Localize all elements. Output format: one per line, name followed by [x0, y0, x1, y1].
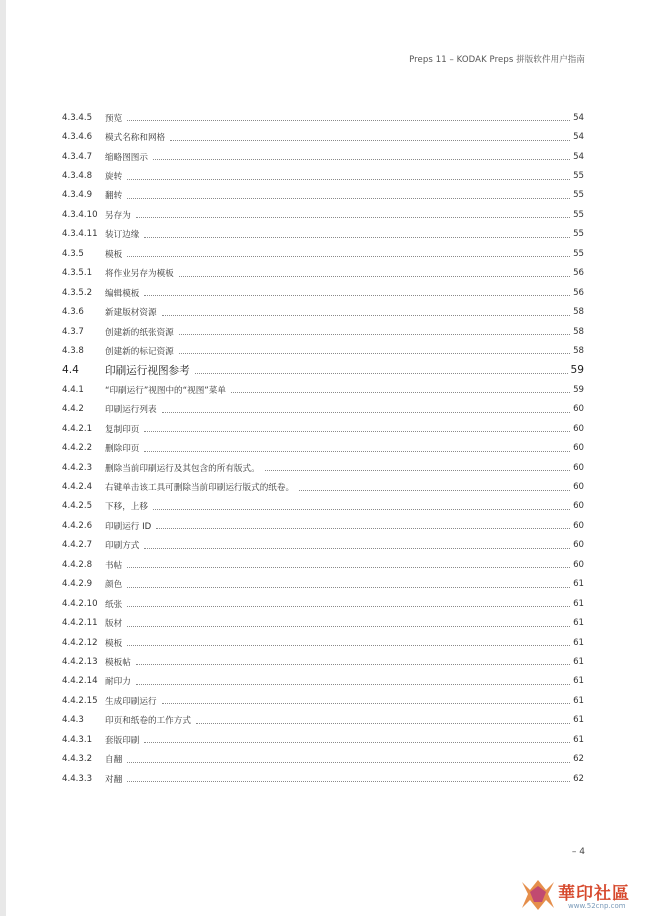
running-header: Preps 11 – KODAK Preps 拼版软件用户指南 — [409, 55, 585, 65]
toc-entry-title: 印刷运行视图参考 — [105, 364, 190, 377]
toc-entry[interactable] — [62, 711, 584, 730]
toc-entry-title: 模板 — [105, 249, 123, 260]
toc-entry-title: 套版印刷 — [105, 735, 140, 746]
toc-entry-page: 60 — [573, 423, 584, 434]
toc-entry-page: 55 — [573, 229, 584, 240]
toc-entry-number: 4.4.2 — [62, 404, 84, 415]
toc-entry-number: 4.3.5 — [62, 248, 84, 259]
toc-entry-page: 59 — [570, 364, 584, 377]
toc-entry[interactable] — [62, 264, 584, 283]
toc-entry-number: 4.4.2.4 — [62, 482, 93, 493]
toc-entry[interactable] — [62, 419, 584, 438]
toc-dot-leader — [144, 451, 570, 452]
toc-entry-page: 62 — [573, 754, 584, 765]
table-of-contents — [62, 108, 584, 788]
toc-entry-page: 62 — [573, 773, 584, 784]
toc-entry[interactable] — [62, 225, 584, 244]
toc-entry-title: 旋转 — [105, 172, 123, 183]
toc-dot-leader — [127, 762, 570, 763]
toc-entry-page: 54 — [573, 151, 584, 162]
toc-entry-number: 4.3.4.5 — [62, 112, 93, 123]
toc-dot-leader — [153, 159, 570, 160]
toc-entry-page: 61 — [573, 695, 584, 706]
toc-entry-title: 模式名称和网格 — [105, 133, 166, 144]
toc-entry[interactable] — [62, 361, 584, 380]
toc-entry-page: 61 — [573, 656, 584, 667]
toc-entry-page: 58 — [573, 345, 584, 356]
toc-entry-number: 4.3.5.2 — [62, 287, 93, 298]
toc-dot-leader — [299, 490, 570, 491]
toc-dot-leader — [136, 684, 570, 685]
toc-entry-page: 61 — [573, 579, 584, 590]
toc-dot-leader — [144, 431, 570, 432]
toc-entry-title: 预览 — [105, 113, 123, 124]
toc-entry-page: 56 — [573, 287, 584, 298]
toc-entry[interactable] — [62, 652, 584, 671]
toc-dot-leader — [195, 373, 568, 374]
toc-entry-number: 4.4.2.14 — [62, 676, 98, 687]
toc-entry[interactable] — [62, 205, 584, 224]
toc-entry-number: 4.4.2.13 — [62, 656, 98, 667]
toc-entry-number: 4.3.8 — [62, 345, 84, 356]
toc-entry-page: 54 — [573, 112, 584, 123]
toc-entry[interactable] — [62, 283, 584, 302]
toc-entry[interactable] — [62, 555, 584, 574]
toc-dot-leader — [127, 626, 570, 627]
toc-dot-leader — [127, 198, 570, 199]
toc-entry[interactable] — [62, 380, 584, 399]
toc-entry-title: 下移，上移 — [105, 502, 148, 513]
toc-entry[interactable] — [62, 438, 584, 457]
toc-dot-leader — [144, 742, 570, 743]
toc-entry[interactable] — [62, 672, 584, 691]
toc-entry-page: 60 — [573, 404, 584, 415]
watermark-logo-icon — [518, 876, 558, 914]
toc-entry-title: 创建新的标记资源 — [105, 346, 174, 357]
page-number: – 4 — [571, 847, 585, 857]
toc-entry[interactable] — [62, 730, 584, 749]
toc-entry-page: 60 — [573, 482, 584, 493]
toc-dot-leader — [153, 509, 570, 510]
toc-entry-title: 缩略图图示 — [105, 152, 148, 163]
toc-dot-leader — [127, 567, 570, 568]
toc-entry-number: 4.3.4.6 — [62, 132, 93, 143]
toc-dot-leader — [127, 120, 570, 121]
toc-entry[interactable] — [62, 302, 584, 321]
toc-entry-number: 4.4.2.6 — [62, 520, 93, 531]
toc-entry[interactable] — [62, 536, 584, 555]
toc-entry[interactable] — [62, 477, 584, 496]
toc-dot-leader — [162, 703, 570, 704]
toc-entry-page: 55 — [573, 190, 584, 201]
watermark-url: www.52cnp.com — [568, 902, 626, 910]
toc-entry-title: 编辑模板 — [105, 288, 140, 299]
toc-entry-number: 4.4.2.12 — [62, 637, 98, 648]
toc-entry-number: 4.3.5.1 — [62, 268, 93, 279]
toc-entry-page: 59 — [573, 384, 584, 395]
toc-entry-title: 书帖 — [105, 560, 123, 571]
toc-entry[interactable] — [62, 341, 584, 360]
toc-entry[interactable] — [62, 166, 584, 185]
toc-entry[interactable] — [62, 633, 584, 652]
toc-entry-number: 4.4.2.11 — [62, 618, 98, 629]
toc-entry[interactable] — [62, 691, 584, 710]
toc-entry[interactable] — [62, 613, 584, 632]
toc-dot-leader — [196, 723, 570, 724]
toc-entry[interactable] — [62, 497, 584, 516]
toc-entry[interactable] — [62, 108, 584, 127]
toc-entry[interactable] — [62, 244, 584, 263]
toc-entry-page: 56 — [573, 268, 584, 279]
toc-entry-page: 55 — [573, 171, 584, 182]
toc-entry-number: 4.3.4.10 — [62, 209, 98, 220]
toc-entry-title: 印刷方式 — [105, 541, 140, 552]
toc-entry-number: 4.4.2.10 — [62, 598, 98, 609]
toc-entry-title: 将作业另存为模板 — [105, 269, 174, 280]
toc-dot-leader — [162, 412, 570, 413]
toc-dot-leader — [136, 664, 570, 665]
toc-entry-number: 4.4.3.2 — [62, 754, 93, 765]
toc-entry[interactable] — [62, 749, 584, 768]
toc-entry-title: 生成印刷运行 — [105, 696, 157, 707]
toc-entry-page: 60 — [573, 559, 584, 570]
toc-entry-number: 4.4.2.15 — [62, 695, 98, 706]
watermark — [514, 876, 642, 914]
toc-entry-number: 4.3.4.8 — [62, 171, 93, 182]
toc-dot-leader — [127, 587, 570, 588]
toc-entry-title: 颜色 — [105, 580, 123, 591]
toc-entry-number: 4.4.3 — [62, 715, 84, 726]
toc-entry-number: 4.3.6 — [62, 307, 84, 318]
toc-entry-page: 61 — [573, 637, 584, 648]
toc-entry[interactable] — [62, 458, 584, 477]
toc-entry-page: 60 — [573, 501, 584, 512]
toc-entry[interactable] — [62, 147, 584, 166]
toc-entry-number: 4.4.2.3 — [62, 462, 93, 473]
toc-entry[interactable] — [62, 769, 584, 788]
toc-entry-number: 4.3.4.9 — [62, 190, 93, 201]
page-edge — [0, 0, 6, 916]
toc-entry-title: 纸张 — [105, 599, 123, 610]
toc-dot-leader — [156, 528, 570, 529]
toc-entry-page: 54 — [573, 132, 584, 143]
toc-entry-number: 4.4.2.1 — [62, 423, 93, 434]
toc-entry[interactable] — [62, 594, 584, 613]
toc-entry-title: 新建版材资源 — [105, 308, 157, 319]
toc-dot-leader — [136, 217, 570, 218]
toc-dot-leader — [170, 140, 570, 141]
toc-entry[interactable] — [62, 516, 584, 535]
toc-entry-page: 61 — [573, 618, 584, 629]
toc-dot-leader — [144, 295, 570, 296]
toc-entry-title: 删除当前印刷运行及其包含的所有版式。 — [105, 463, 260, 474]
toc-dot-leader — [127, 645, 570, 646]
toc-entry-title: 翻转 — [105, 191, 123, 202]
toc-dot-leader — [231, 392, 570, 393]
toc-entry-title: 右键单击该工具可删除当前印刷运行版式的纸卷。 — [105, 483, 295, 494]
toc-entry-title: “印刷运行”视图中的“视图”菜单 — [105, 385, 226, 396]
toc-entry-title: 创建新的纸张资源 — [105, 327, 174, 338]
toc-entry-number: 4.3.4.11 — [62, 229, 98, 240]
toc-entry-title: 另存为 — [105, 210, 131, 221]
toc-entry[interactable] — [62, 186, 584, 205]
toc-entry-title: 模板 — [105, 638, 123, 649]
toc-entry-title: 删除印页 — [105, 444, 140, 455]
toc-dot-leader — [179, 334, 570, 335]
toc-entry-number: 4.4 — [62, 364, 79, 377]
toc-entry-page: 61 — [573, 598, 584, 609]
toc-entry-number: 4.4.2.9 — [62, 579, 93, 590]
toc-entry-page: 58 — [573, 326, 584, 337]
toc-dot-leader — [127, 179, 570, 180]
toc-entry-number: 4.4.3.1 — [62, 734, 93, 745]
toc-entry-page: 60 — [573, 462, 584, 473]
toc-entry-title: 印刷运行 ID — [105, 521, 152, 532]
toc-dot-leader — [179, 276, 570, 277]
toc-entry-page: 55 — [573, 248, 584, 259]
toc-entry-page: 61 — [573, 734, 584, 745]
toc-entry-number: 4.4.2.2 — [62, 443, 93, 454]
toc-entry-page: 61 — [573, 715, 584, 726]
toc-dot-leader — [162, 315, 570, 316]
toc-entry[interactable] — [62, 400, 584, 419]
toc-dot-leader — [127, 606, 570, 607]
toc-entry-number: 4.4.3.3 — [62, 773, 93, 784]
toc-entry-title: 模板帖 — [105, 657, 131, 668]
toc-entry-number: 4.4.2.7 — [62, 540, 93, 551]
toc-dot-leader — [127, 781, 570, 782]
toc-entry-title: 版材 — [105, 619, 123, 630]
toc-entry-title: 对翻 — [105, 774, 123, 785]
toc-entry-page: 60 — [573, 540, 584, 551]
toc-entry-page: 55 — [573, 209, 584, 220]
watermark-text: 華印社區 — [558, 884, 630, 904]
toc-entry-page: 61 — [573, 676, 584, 687]
toc-entry-title: 印页和纸卷的工作方式 — [105, 716, 191, 727]
toc-entry-page: 58 — [573, 307, 584, 318]
toc-entry-title: 印刷运行列表 — [105, 405, 157, 416]
toc-entry-title: 自翻 — [105, 755, 123, 766]
toc-entry-page: 60 — [573, 520, 584, 531]
toc-entry-number: 4.4.1 — [62, 384, 84, 395]
toc-entry-number: 4.3.7 — [62, 326, 84, 337]
toc-entry-title: 复制印页 — [105, 424, 140, 435]
toc-entry-title: 耐印力 — [105, 677, 131, 688]
toc-entry-number: 4.4.2.8 — [62, 559, 93, 570]
toc-dot-leader — [265, 470, 570, 471]
toc-dot-leader — [179, 353, 570, 354]
toc-dot-leader — [144, 548, 570, 549]
toc-entry-number: 4.4.2.5 — [62, 501, 93, 512]
toc-entry-title: 装订边缘 — [105, 230, 140, 241]
toc-entry[interactable] — [62, 127, 584, 146]
toc-entry-number: 4.3.4.7 — [62, 151, 93, 162]
toc-dot-leader — [144, 237, 570, 238]
toc-entry[interactable] — [62, 322, 584, 341]
toc-dot-leader — [127, 256, 570, 257]
toc-entry-page: 60 — [573, 443, 584, 454]
toc-entry[interactable] — [62, 575, 584, 594]
